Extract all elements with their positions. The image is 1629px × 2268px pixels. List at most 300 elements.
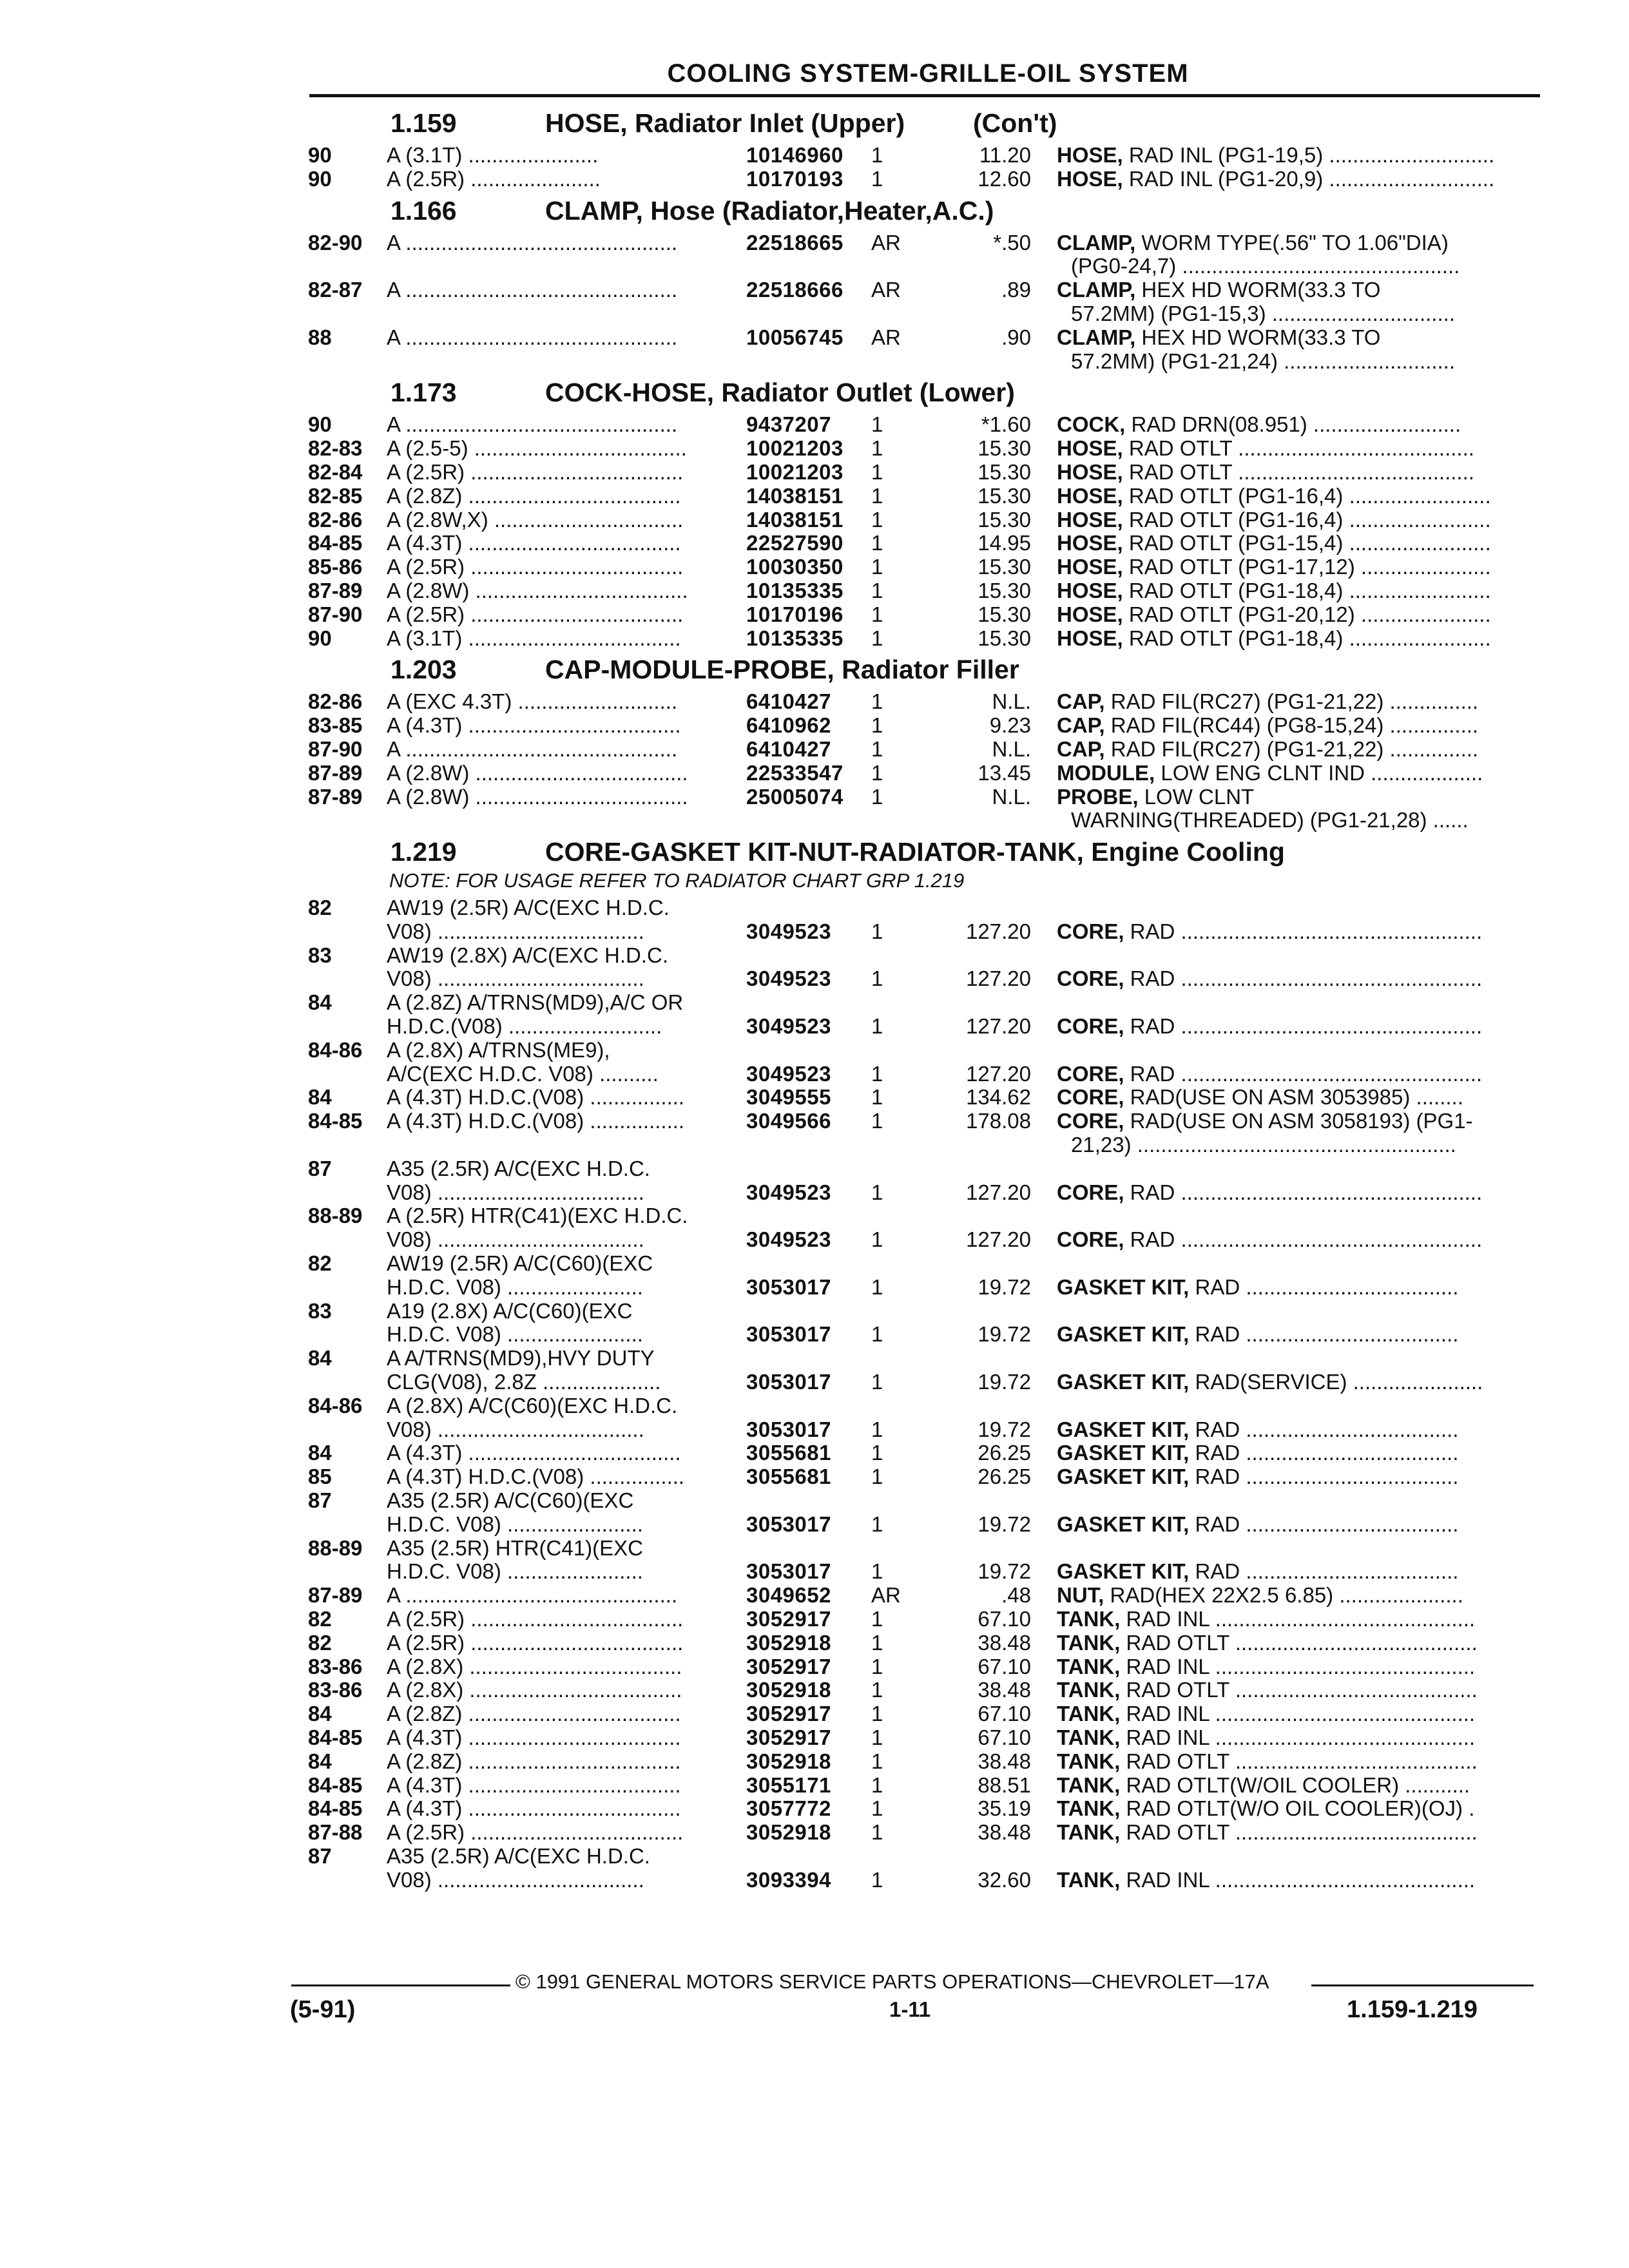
model-years: 88-89 [308,1535,363,1560]
part-nomenclature [1057,689,1521,714]
model-years: 82-86 [308,689,363,714]
application-desc: A (2.8X) A/C(C60)(EXC H.D.C. [387,1393,678,1418]
part-modifier: RAD OTLT (PG1-20,12) ...................... [1123,602,1491,626]
part-modifier: RAD INL (PG1-20,9) ............................ [1123,166,1495,191]
application-desc: AW19 (2.8X) A/C(EXC H.D.C. [387,943,669,967]
list-price: 32.60 [978,1867,1031,1892]
part-modifier: RAD INL (PG1-19,5) ............................ [1123,143,1495,167]
application-desc: A (2.8X) A/TRNS(ME9), [387,1037,610,1062]
list-price: 134.62 [966,1085,1031,1110]
application-desc: V08) ................................... [387,1180,644,1204]
list-price: 13.45 [978,760,1031,785]
part-number: 3052918 [746,1678,831,1702]
part-number: 3052918 [746,1630,831,1655]
application-desc: A35 (2.5R) A/C(EXC H.D.C. [387,1156,650,1180]
part-number: 3052918 [746,1820,831,1845]
part-modifier: WORM TYPE(.56" TO 1.06"DIA) [1135,230,1449,255]
quantity: 1 [871,1085,883,1110]
application-desc: A (2.8Z) .................................... [387,1749,681,1773]
quantity: 1 [871,1607,883,1631]
part-noun: GASKET KIT, [1057,1441,1190,1465]
list-price: 127.20 [966,966,1031,991]
model-years: 83-86 [308,1654,363,1678]
part-modifier: 57.2MM) (PG1-21,24) ............................. [1071,349,1455,373]
part-number: 3049555 [746,1085,831,1110]
model-years: 87 [308,1844,332,1868]
part-number: 10135335 [746,626,843,650]
part-noun: HOSE, [1057,507,1123,532]
list-price: 38.48 [978,1630,1031,1655]
part-number: 10030350 [746,555,843,579]
section-title: HOSE, Radiator Inlet (Upper) [545,108,905,138]
application-desc: A (4.3T) .................................... [387,713,681,738]
model-years: 83-86 [308,1678,363,1702]
quantity: 1 [871,1109,883,1133]
model-years: 84-85 [308,531,363,555]
part-number: 10135335 [746,579,843,602]
quantity: 1 [871,531,883,555]
part-noun: HOSE, [1057,166,1123,191]
list-price: 19.72 [978,1370,1031,1394]
part-noun: HOSE, [1057,602,1123,626]
quantity: 1 [871,579,883,602]
part-number: 14038151 [746,483,843,508]
list-price: 127.20 [966,1227,1031,1252]
part-noun: TANK, [1057,1654,1121,1678]
model-years: 90 [308,143,332,167]
part-nomenclature [1057,737,1521,762]
quantity: 1 [871,1630,883,1655]
part-modifier: RAD ................................................... [1124,1061,1483,1086]
part-nomenclature [1057,1227,1521,1252]
model-years: 82-83 [308,436,363,461]
part-nomenclature [1057,919,1521,944]
part-modifier: RAD(USE ON ASM 3053985) ........ [1124,1085,1463,1110]
list-price: .48 [1001,1583,1031,1608]
section-title: CAP-MODULE-PROBE, Radiator Filler [545,655,1019,685]
application-desc: A .............................................. [387,325,678,349]
part-modifier: RAD OTLT ........................................ [1123,436,1474,461]
part-modifier: (PG0-24,7) ............................................... [1071,254,1460,278]
list-price: 88.51 [978,1773,1031,1797]
list-price: 15.30 [978,579,1031,602]
model-years: 82-84 [308,460,363,484]
application-desc: A35 (2.5R) A/C(EXC H.D.C. [387,1844,650,1868]
list-price: 19.72 [978,1512,1031,1536]
application-desc: A (2.5R) .................................... [387,1820,684,1845]
quantity: 1 [871,760,883,785]
part-modifier: RAD OTLT ......................................... [1120,1749,1478,1773]
application-desc: H.D.C. V08) ....................... [387,1322,643,1347]
application-desc: A .............................................. [387,278,678,302]
part-modifier: RAD .................................... [1189,1512,1459,1536]
quantity: 1 [871,555,883,579]
part-number: 9437207 [746,412,831,437]
quantity: 1 [871,1678,883,1702]
part-modifier: RAD .................................... [1189,1322,1459,1347]
part-noun: TANK, [1057,1796,1121,1821]
list-price: 15.30 [978,436,1031,461]
part-number: 3055681 [746,1441,831,1465]
quantity: 1 [871,1702,883,1726]
quantity: 1 [871,689,883,714]
part-nomenclature [1057,1655,1521,1679]
part-number: 3053017 [746,1512,831,1536]
list-price: 19.72 [978,1559,1031,1584]
part-modifier: 57.2MM) (PG1-15,3) ............................... [1071,302,1455,325]
model-years: 84-85 [308,1796,363,1821]
model-years: 84-85 [308,1773,363,1797]
list-price: 15.30 [978,602,1031,626]
list-price: 178.08 [966,1109,1031,1133]
list-price: 9.23 [989,713,1031,738]
part-number: 22527590 [746,531,843,555]
quantity: 1 [871,1749,883,1773]
part-nomenclature [1057,1275,1521,1300]
part-noun: TANK, [1057,1773,1121,1797]
quantity: AR [871,325,901,349]
model-years: 87-89 [308,760,363,785]
quantity: 1 [871,1061,883,1086]
part-nomenclature [1057,1725,1521,1750]
part-modifier: RAD .................................... [1189,1274,1459,1299]
list-price: 14.95 [978,531,1031,555]
application-desc: AW19 (2.5R) A/C(EXC H.D.C. [387,896,670,919]
model-years: 82 [308,896,332,919]
part-number: 3049523 [746,1227,831,1252]
part-noun: HOSE, [1057,555,1123,579]
list-price: 15.30 [978,483,1031,508]
part-modifier: RAD INL ............................................ [1120,1725,1476,1749]
part-number: 10146960 [746,143,843,167]
part-modifier: RAD OTLT ......................................... [1120,1630,1478,1655]
application-desc: A (3.1T) ...................... [387,143,599,167]
part-modifier: RAD FIL(RC27) (PG1-21,22) ............... [1104,737,1479,761]
part-number: 3053017 [746,1322,831,1347]
section-continued: (Con't) [973,108,1057,138]
footer-rule-left [291,1984,510,1986]
application-desc: H.D.C. V08) ....................... [387,1274,643,1299]
part-modifier: RAD INL ............................................ [1120,1607,1476,1631]
application-desc: H.D.C. V08) ....................... [387,1559,643,1584]
application-desc: A (2.8Z) A/TRNS(MD9),A/C OR [387,990,684,1015]
part-number: 22518666 [746,278,843,302]
part-number: 3052917 [746,1607,831,1631]
section-title: CLAMP, Hose (Radiator,Heater,A.C.) [545,195,994,226]
list-price: 19.72 [978,1322,1031,1347]
section-number: 1.203 [390,655,457,685]
part-nomenclature [1057,1014,1521,1039]
section-number: 1.219 [390,837,457,867]
quantity: 1 [871,784,883,809]
part-number: 10021203 [746,436,843,461]
quantity: 1 [871,1227,883,1252]
list-price: *1.60 [981,412,1031,437]
part-nomenclature [1057,349,1535,374]
application-desc: A (2.5R) .................................... [387,1607,684,1631]
part-nomenclature [1057,1133,1535,1157]
quantity: AR [871,230,901,255]
model-years: 82-90 [308,230,363,255]
part-modifier: RAD OTLT (PG1-18,4) ........................ [1123,626,1491,650]
part-modifier: RAD ................................................... [1124,919,1483,943]
part-number: 10170193 [746,166,843,191]
list-price: 67.10 [978,1725,1031,1749]
quantity: 1 [871,507,883,532]
part-noun: CORE, [1057,1109,1124,1133]
part-modifier: RAD ................................................... [1124,1014,1483,1038]
quantity: 1 [871,1654,883,1678]
section-number: 1.173 [390,378,457,408]
part-noun: CORE, [1057,966,1124,991]
model-years: 83 [308,943,332,967]
part-noun: GASKET KIT, [1057,1512,1190,1536]
part-modifier: RAD .................................... [1189,1441,1459,1465]
part-noun: HOSE, [1057,143,1123,167]
part-nomenclature [1057,484,1521,508]
application-desc: AW19 (2.5R) A/C(C60)(EXC [387,1251,653,1275]
part-nomenclature [1057,167,1521,191]
quantity: 1 [871,1796,883,1821]
list-price: 38.48 [978,1678,1031,1702]
part-modifier: RAD ................................................... [1124,1227,1483,1252]
part-noun: TANK, [1057,1678,1121,1702]
model-years: 84 [308,1702,332,1726]
part-noun: GASKET KIT, [1057,1370,1190,1394]
model-years: 88-89 [308,1204,363,1228]
model-years: 90 [308,166,332,191]
list-price: 15.30 [978,626,1031,650]
model-years: 84 [308,1441,332,1465]
part-number: 3049566 [746,1109,831,1133]
part-noun: TANK, [1057,1702,1121,1726]
model-years: 87-90 [308,737,363,761]
model-years: 88 [308,325,332,349]
part-number: 22533547 [746,760,843,785]
part-noun: CORE, [1057,1085,1124,1110]
part-nomenclature [1057,302,1535,326]
part-nomenclature [1057,1559,1521,1584]
quantity: 1 [871,1465,883,1489]
part-modifier: RAD FIL(RC27) (PG1-21,22) ............... [1104,689,1479,714]
part-noun: HOSE, [1057,436,1123,461]
application-desc: H.D.C.(V08) .......................... [387,1014,662,1038]
list-price: 38.48 [978,1749,1031,1773]
part-nomenclature [1057,785,1521,809]
model-years: 87-89 [308,784,363,809]
application-desc: A (2.8W) .................................... [387,579,688,602]
part-number: 3052917 [746,1702,831,1726]
part-number: 10021203 [746,460,843,484]
application-desc: A (4.3T) .................................... [387,1796,681,1821]
application-desc: CLG(V08), 2.8Z .................... [387,1370,661,1394]
model-years: 82 [308,1607,332,1631]
part-noun: CLAMP, [1057,278,1136,302]
part-modifier: RAD OTLT ........................................ [1123,460,1474,484]
model-years: 90 [308,412,332,437]
list-price: 38.48 [978,1820,1031,1845]
part-modifier: RAD OTLT (PG1-15,4) ........................ [1123,531,1491,555]
application-desc: A (4.3T) H.D.C.(V08) ................ [387,1465,685,1489]
quantity: 1 [871,1322,883,1347]
quantity: 1 [871,1441,883,1465]
part-nomenclature [1057,1868,1521,1892]
part-modifier: HEX HD WORM(33.3 TO [1135,325,1381,349]
part-noun: HOSE, [1057,531,1123,555]
part-nomenclature [1057,1796,1521,1821]
part-number: 3053017 [746,1417,831,1441]
part-number: 3057772 [746,1796,831,1821]
part-noun: GASKET KIT, [1057,1322,1190,1347]
application-desc: H.D.C. V08) ....................... [387,1512,643,1536]
part-nomenclature [1057,1820,1521,1845]
part-nomenclature [1057,1180,1521,1205]
part-number: 3049523 [746,966,831,991]
quantity: 1 [871,1417,883,1441]
quantity: 1 [871,143,883,167]
model-years: 82 [308,1251,332,1275]
model-years: 85-86 [308,555,363,579]
part-number: 6410962 [746,713,831,738]
quantity: 1 [871,737,883,761]
part-nomenclature [1057,579,1521,603]
application-desc: A (2.5R) ...................... [387,166,601,191]
model-years: 87-89 [308,1583,363,1608]
application-desc: A (2.8W) .................................... [387,760,688,785]
part-nomenclature [1057,1109,1521,1133]
model-years: 82-85 [308,483,363,508]
part-nomenclature [1057,1631,1521,1655]
part-modifier: WARNING(THREADED) (PG1-21,28) ...... [1071,808,1469,832]
model-years: 83 [308,1298,332,1323]
part-noun: TANK, [1057,1630,1121,1655]
footer-page-number: 1-11 [889,1997,931,2021]
footer-rule-right [1311,1984,1534,1986]
model-years: 84-85 [308,1725,363,1749]
section-title: COCK-HOSE, Radiator Outlet (Lower) [545,378,1015,408]
list-price: 127.20 [966,1014,1031,1038]
application-desc: A (EXC 4.3T) ........................... [387,689,678,714]
part-modifier: RAD OTLT (PG1-16,4) ........................ [1123,507,1491,532]
list-price: 127.20 [966,1061,1031,1086]
part-number: 3049652 [746,1583,831,1608]
part-number: 14038151 [746,507,843,532]
application-desc: A (2.5R) .................................... [387,602,684,626]
application-desc: A (4.3T) .................................... [387,1441,681,1465]
part-number: 3049523 [746,1180,831,1204]
part-noun: MODULE, [1057,760,1155,785]
part-noun: TANK, [1057,1867,1121,1892]
footer-date: (5-91) [290,1996,356,2023]
part-noun: TANK, [1057,1607,1121,1631]
part-number: 3049523 [746,1061,831,1086]
part-number: 3052918 [746,1749,831,1773]
part-number: 10056745 [746,325,843,349]
application-desc: A/C(EXC H.D.C. V08) .......... [387,1061,659,1086]
part-noun: PROBE, [1057,784,1139,809]
application-desc: A .............................................. [387,412,678,437]
part-modifier: 21,23) ...................................................... [1071,1133,1456,1157]
part-modifier: RAD OTLT (PG1-16,4) ........................ [1123,483,1491,508]
part-number: 10170196 [746,602,843,626]
application-desc: V08) ................................... [387,1227,644,1252]
usage-note: NOTE: FOR USAGE REFER TO RADIATOR CHART GRP 1.219 [389,869,965,892]
part-modifier: RAD INL ............................................ [1120,1867,1476,1892]
part-number: 3093394 [746,1867,831,1892]
model-years: 82-86 [308,507,363,532]
part-modifier: RAD FIL(RC44) (PG8-15,24) ............... [1104,713,1479,738]
list-price: N.L. [992,737,1031,761]
part-nomenclature [1057,1441,1521,1465]
part-nomenclature [1057,713,1521,738]
part-noun: CAP, [1057,737,1105,761]
header-rule [309,94,1540,97]
quantity: 1 [871,1725,883,1749]
application-desc: A (2.5-5) .................................... [387,436,687,461]
part-number: 3052917 [746,1725,831,1749]
part-nomenclature [1057,808,1535,832]
list-price: N.L. [992,784,1031,809]
quantity: 1 [871,1014,883,1038]
application-desc: A .............................................. [387,737,678,761]
quantity: 1 [871,966,883,991]
model-years: 87 [308,1156,332,1180]
model-years: 84 [308,1346,332,1370]
quantity: 1 [871,1559,883,1584]
part-number: 3052917 [746,1654,831,1678]
part-modifier: RAD(HEX 22X2.5 6.85) ..................... [1104,1583,1463,1608]
part-noun: NUT, [1057,1583,1104,1608]
part-number: 22518665 [746,230,843,255]
application-desc: A (2.5R) .................................... [387,460,684,484]
application-desc: A .............................................. [387,230,678,255]
part-modifier: RAD OTLT (PG1-18,4) ........................ [1123,579,1491,602]
part-noun: CLAMP, [1057,230,1136,255]
part-number: 3053017 [746,1370,831,1394]
application-desc: A35 (2.5R) A/C(C60)(EXC [387,1488,634,1512]
quantity: 1 [871,460,883,484]
part-nomenclature [1057,436,1521,461]
quantity: AR [871,278,901,302]
model-years: 84 [308,1085,332,1110]
part-nomenclature [1057,966,1521,991]
application-desc: A (2.8Z) .................................... [387,483,681,508]
application-desc: A (2.8X) .................................... [387,1654,682,1678]
part-number: 25005074 [746,784,843,809]
quantity: 1 [871,483,883,508]
model-years: 84 [308,990,332,1015]
application-desc: A (4.3T) .................................... [387,531,681,555]
list-price: 15.30 [978,555,1031,579]
quantity: 1 [871,1370,883,1394]
list-price: 67.10 [978,1607,1031,1631]
part-modifier: RAD OTLT ......................................... [1120,1678,1478,1702]
quantity: 1 [871,1773,883,1797]
part-noun: CORE, [1057,1061,1124,1086]
application-desc: A (4.3T) H.D.C.(V08) ................ [387,1109,685,1133]
quantity: 1 [871,1512,883,1536]
part-modifier: RAD .................................... [1189,1465,1459,1489]
part-modifier: RAD INL ............................................ [1120,1654,1476,1678]
part-nomenclature [1057,1418,1521,1442]
section-title: CORE-GASKET KIT-NUT-RADIATOR-TANK, Engine Cooling [545,837,1285,867]
page-header: COOLING SYSTEM-GRILLE-OIL SYSTEM [667,59,1189,88]
part-nomenclature [1057,508,1521,532]
application-desc: A (2.8Z) .................................... [387,1702,681,1726]
part-noun: GASKET KIT, [1057,1274,1190,1299]
part-modifier: HEX HD WORM(33.3 TO [1135,278,1381,302]
part-modifier: RAD OTLT(W/O OIL COOLER)(OJ) . [1120,1796,1475,1821]
